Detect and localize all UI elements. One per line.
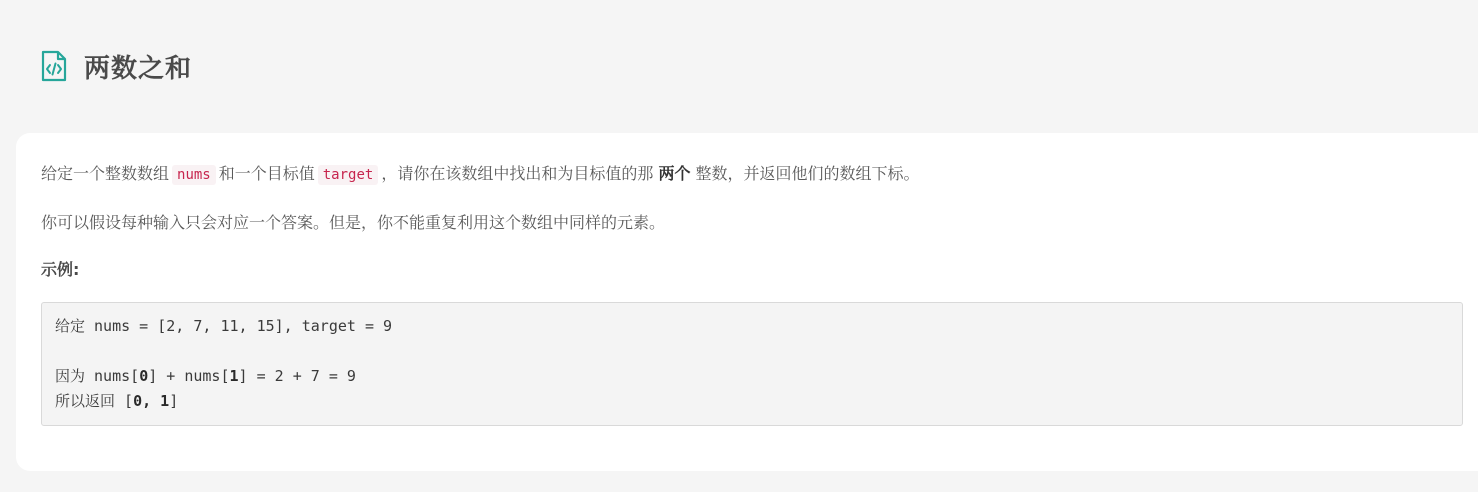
page-title: 两数之和	[84, 53, 193, 84]
text-segment: 整数，并返回他们的数组下标。	[695, 164, 920, 183]
code-bold: 1	[229, 367, 239, 385]
code-line-4	[55, 389, 1449, 414]
code-bold: 0	[139, 367, 149, 385]
code-file-icon	[40, 50, 68, 82]
example-label: 示例:	[41, 260, 80, 279]
code-line-3	[55, 364, 1449, 389]
code-line-blank	[55, 339, 1449, 364]
problem-header	[40, 48, 192, 84]
code-bold: 0, 1	[133, 392, 170, 410]
code-segment: ] + nums[	[148, 367, 230, 385]
text-segment: 和一个目标值	[218, 164, 315, 183]
inline-code-target: target	[318, 165, 379, 185]
problem-description-card	[16, 133, 1478, 471]
example-code-block	[41, 302, 1463, 426]
code-segment: 所以返回 [	[55, 392, 134, 410]
text-segment: 给定一个整数数组	[41, 164, 170, 183]
problem-paragraph-2: 你可以假设每种输入只会对应一个答案。但是，你不能重复利用这个数组中同样的元素。	[41, 213, 666, 232]
code-segment: ]	[169, 392, 179, 410]
code-segment: 因为 nums[	[55, 367, 140, 385]
inline-code-nums: nums	[172, 165, 216, 185]
problem-paragraph-1	[41, 162, 920, 187]
code-segment: ] = 2 + 7 = 9	[238, 367, 356, 385]
text-segment: ，请你在该数组中找出和为目标值的那	[381, 164, 654, 183]
code-line-1: 给定 nums = [2, 7, 11, 15], target = 9	[55, 317, 393, 335]
bold-text: 两个	[658, 164, 691, 183]
